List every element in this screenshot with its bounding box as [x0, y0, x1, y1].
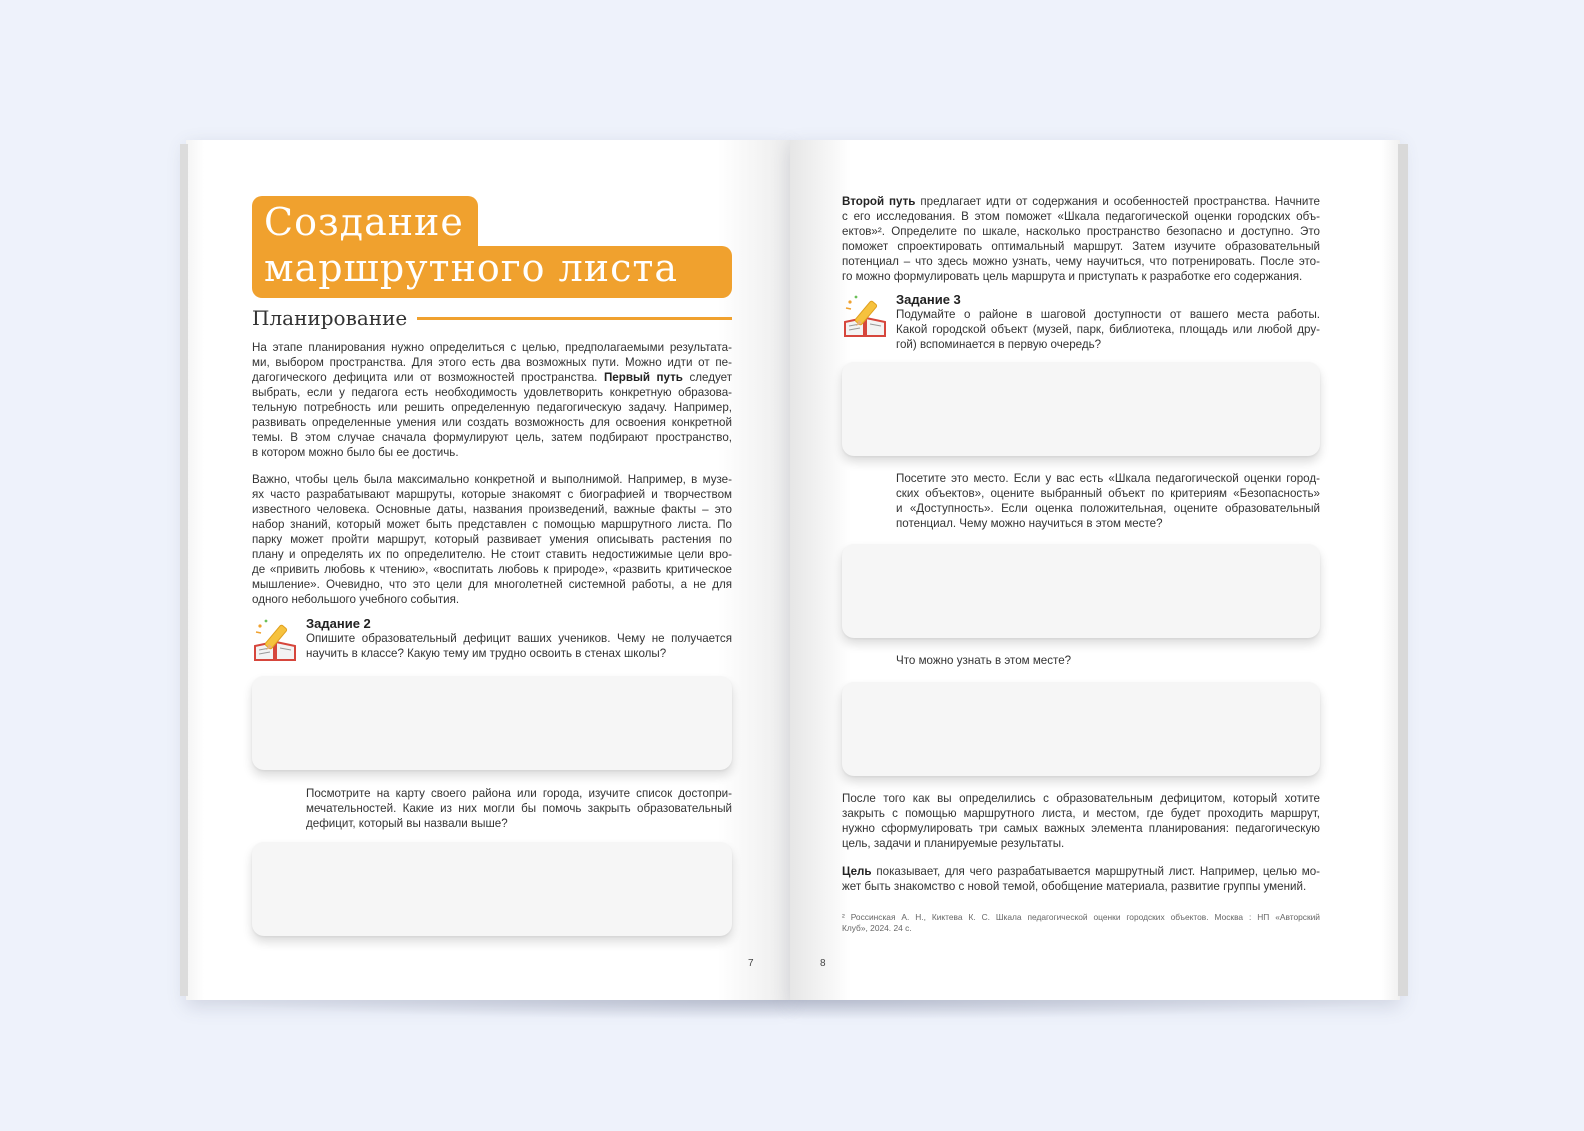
text-run: тельную потребность или решить определенную педагогическую задачу. Например,	[252, 401, 732, 414]
pencil-book-icon	[842, 292, 888, 338]
text-line: мечательностей. Какие из них могли бы помочь закрыть образовательный	[306, 802, 732, 815]
task-3-title: Задание 3	[896, 292, 961, 307]
text-run: выбрать, если у педагога есть необходимость удовлетворить конкретную образова-	[252, 386, 732, 399]
text-line: одного небольшого учебного события.	[252, 593, 460, 606]
text-line	[252, 355, 732, 370]
section-heading	[252, 306, 732, 330]
pencil-book-icon	[252, 616, 298, 662]
text-line: научить в классе? Какую тему им трудно освоить в стенах школы?	[306, 647, 667, 660]
text-line: цель, задачи и планируемые результаты.	[842, 837, 1065, 850]
text-run: в котором можно было бы ее достичь.	[252, 446, 459, 459]
text-line: нужно сформулировать три самых важных элемента планирования: педагогическую	[842, 822, 1320, 835]
text-line	[842, 879, 1320, 894]
text-run: поможет спроектировать оптимальный маршрут. Затем изучите образовательный	[842, 240, 1320, 253]
paragraph-goal	[842, 864, 1320, 894]
text-line	[252, 340, 732, 355]
text-line	[252, 400, 732, 415]
text-line: закрыть с помощью маршрутного листа, и местом, где будет проходить маршрут,	[842, 807, 1320, 820]
answer-box-task-2[interactable]	[252, 676, 732, 770]
footnote	[842, 912, 1320, 934]
answer-box-task-3-learn[interactable]	[842, 682, 1320, 776]
text-line: ских объектов», оцените выбранный объект по критериям «Безопасность»	[896, 487, 1320, 500]
text-line: Какой городской объект (музей, парк, библиотека, площадь или любой дру-	[896, 323, 1320, 336]
text-line	[842, 209, 1320, 224]
task-2-title: Задание 2	[306, 616, 371, 631]
task-3-followup-text-2: Что можно узнать в этом месте?	[896, 654, 1072, 667]
page-edge	[180, 144, 188, 996]
text-line: Подумайте о районе в шаговой доступности от вашего места работы.	[896, 308, 1320, 321]
task-2-body	[306, 616, 732, 661]
bold-term: Второй путь	[842, 195, 916, 208]
text-line: ² Россинская А. Н., Киктева К. С. Шкала педагогической оценки городских объектов. Москва : НП «Авторский	[842, 912, 1320, 922]
text-line	[252, 385, 732, 400]
text-line	[252, 430, 732, 445]
text-line	[842, 269, 1320, 284]
text-line: известного человека. Основные даты, названия произведений, важные факты – это	[252, 503, 732, 516]
text-line: Посетите это место. Если у вас есть «Шкала педагогической оценки город-	[896, 472, 1320, 485]
task-2-followup-text	[306, 786, 732, 831]
open-booklet	[186, 140, 1400, 1000]
text-line	[252, 370, 732, 385]
title-line-2: маршрутного листа	[252, 246, 732, 298]
page-edge	[1398, 144, 1408, 996]
section-heading-rule	[417, 317, 732, 320]
chapter-title	[252, 196, 732, 298]
text-line: ях часто разрабатывают маршруты, которые знакомят с биографией и творчеством	[252, 488, 732, 501]
paragraph-planning-1	[252, 340, 732, 460]
text-line: дефицит, который вы назвали выше?	[306, 817, 508, 830]
paragraph-second-path	[842, 194, 1320, 284]
left-page	[186, 140, 790, 1000]
text-run: дагогического дефицита или от возможностей пространства.	[252, 371, 604, 384]
task-3-followup-text-1	[896, 471, 1320, 531]
text-run: го можно формулировать цель маршрута и приступать к разработке его содержания.	[842, 270, 1303, 283]
text-run: показывает, для чего разрабатывается маршрутный лист. Например, целью мо-	[871, 865, 1320, 878]
text-line: потенциал. Чему можно научиться в этом месте?	[896, 517, 1163, 530]
text-line: Опишите образовательный дефицит ваших учеников. Чему не получается	[306, 632, 732, 645]
answer-box-task-3[interactable]	[842, 362, 1320, 456]
text-run: жет быть знакомство с новой темой, обобщение материала, развитие группы умений.	[842, 880, 1307, 893]
text-run: ектов»². Определите по шкале, насколько пространство безопасно и доступно. Это	[842, 225, 1320, 238]
answer-box-task-2-followup[interactable]	[252, 842, 732, 936]
text-line: плану и определять их по определителю. Не стоит ставить недостижимые цели вро-	[252, 548, 732, 561]
text-run: развивать определенные умения или создать возможность для освоения конкретной	[252, 416, 732, 429]
text-line: мышление». Очевидно, что это цели для многолетней системной работы, а не для	[252, 578, 732, 591]
text-line	[842, 254, 1320, 269]
text-line: После того как вы определились с образовательным дефицитом, который хотите	[842, 792, 1320, 805]
text-line	[252, 415, 732, 430]
text-run: На этапе планирования нужно определиться с целью, предполагаемыми результата-	[252, 341, 732, 354]
section-heading-text: Планирование	[252, 306, 408, 330]
text-run: ми, выбором пространства. Для этого есть два возможных пути. Можно идти от пе-	[252, 356, 732, 369]
title-line-1: Создание	[252, 196, 478, 246]
text-line: Клуб», 2024. 24 с.	[842, 923, 912, 933]
text-line: Посмотрите на карту своего района или города, изучите список достопри-	[306, 787, 732, 800]
text-line	[252, 445, 732, 460]
task-2-text	[306, 631, 732, 661]
paragraph-planning-elements	[842, 791, 1320, 851]
text-run: следует	[682, 371, 733, 384]
text-line	[842, 239, 1320, 254]
text-line: набор знаний, который может быть представлен с помощью маршрутного листа. По	[252, 518, 732, 531]
text-line	[842, 224, 1320, 239]
task-3-text	[896, 307, 1320, 352]
text-line	[842, 194, 1320, 209]
text-line: Важно, чтобы цель была максимально конкретной и выполнимой. Например, в музе-	[252, 473, 732, 486]
text-line: парку может пройти маршрут, который развивает умения описывать растения по	[252, 533, 732, 546]
page-number-left: 7	[748, 958, 754, 969]
text-line: и «Доступность». Если оценка положительная, оцените образовательный	[896, 502, 1320, 515]
task-3-body	[896, 292, 1320, 352]
right-page	[790, 140, 1400, 1000]
text-line: де «привить любовь к чтению», «воспитать любовь к природе», «развить критическое	[252, 563, 732, 576]
text-line: гой) вспоминается в первую очередь?	[896, 338, 1102, 351]
text-run: предлагает идти от содержания и особенностей пространства. Начните	[915, 195, 1320, 208]
answer-box-task-3-potential[interactable]	[842, 544, 1320, 638]
text-run: с его исследования. В этом поможет «Шкала педагогической оценки городских объ-	[842, 210, 1320, 223]
text-run: потенциал – что здесь можно узнать, чему научиться, что потренировать. После это-	[842, 255, 1320, 268]
paragraph-planning-2	[252, 472, 732, 607]
text-line	[842, 864, 1320, 879]
bold-term: Цель	[842, 865, 872, 878]
text-run: темы. В этом случае сначала формулируют цель, затем подбирают пространство,	[252, 431, 732, 444]
page-number-right: 8	[820, 958, 826, 969]
bold-term: Первый путь	[603, 371, 683, 384]
